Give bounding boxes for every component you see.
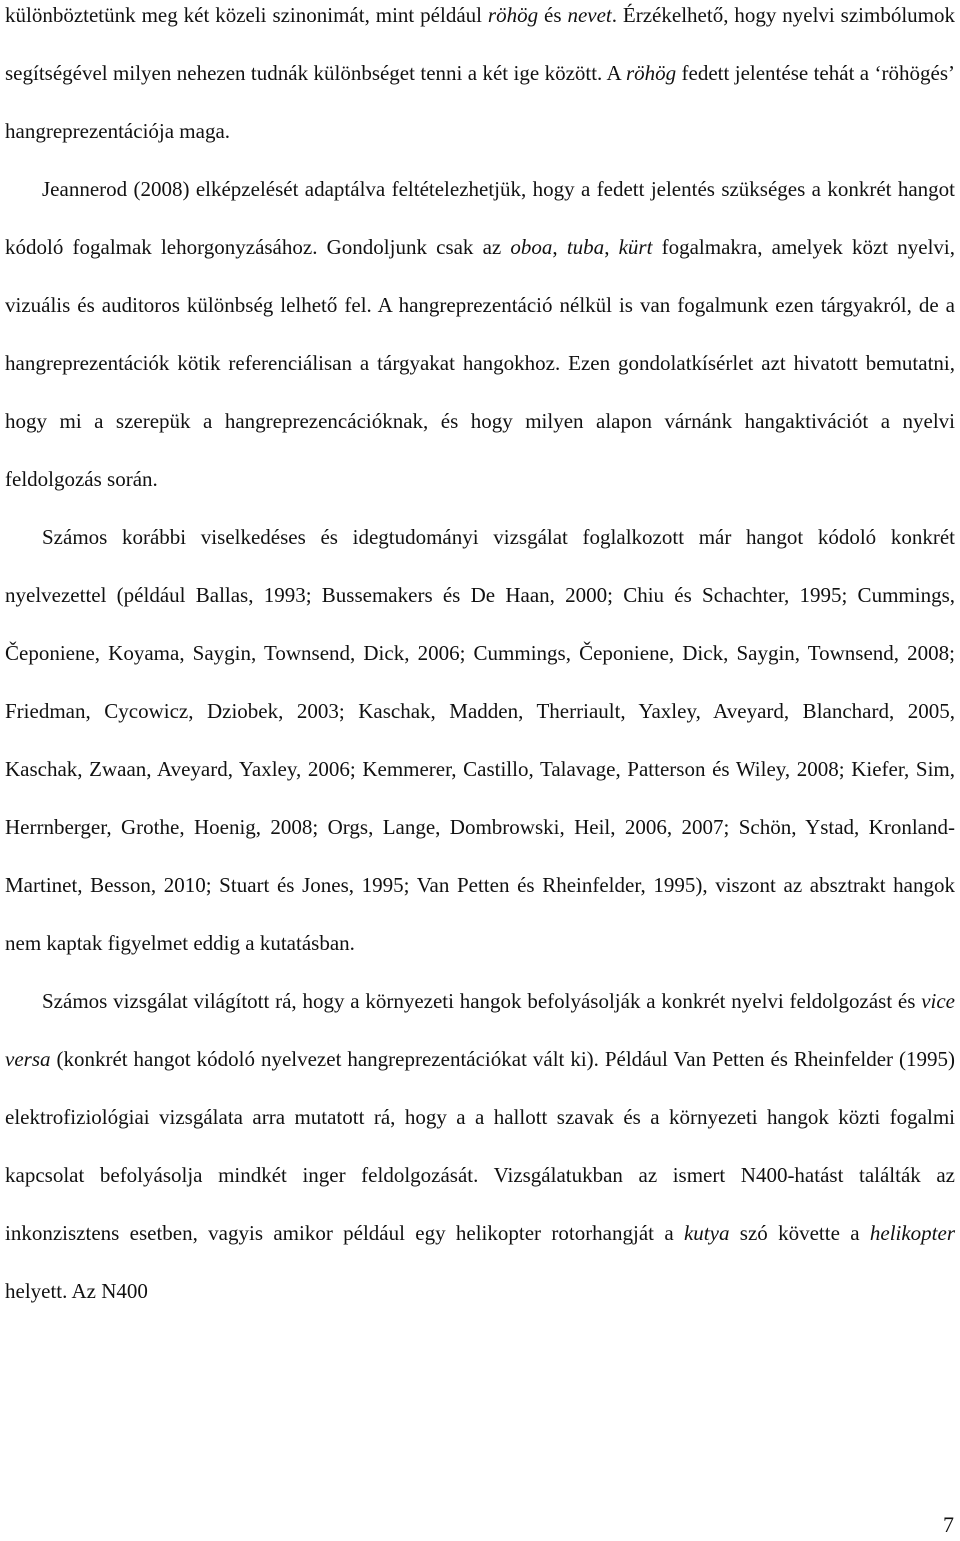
paragraph-2 xyxy=(5,160,955,508)
italic-term: tuba xyxy=(566,235,605,259)
paragraph-3 xyxy=(5,508,955,972)
text-run: Számos vizsgálat világított rá, hogy a környezeti hangok befolyásolják a konkrét nyelvi feldolgozást és xyxy=(42,989,922,1013)
paragraph-1 xyxy=(5,0,955,160)
text-run: helyett. Az N400 xyxy=(5,1279,148,1303)
text-run: fedett jelentése tehát a ‘röhögés’ hangreprezentációja maga. xyxy=(5,61,955,143)
italic-term: nevet xyxy=(567,3,612,27)
italic-term: kutya xyxy=(683,1221,730,1245)
italic-term: oboa xyxy=(510,235,553,259)
text-run: Jeannerod (2008) elképzelését adaptálva feltételezhetjük, hogy a fedett jelentés szükséges a konkrét hangot kódoló fogalmak lehorgonyzásához. Gondoljunk csak az xyxy=(5,177,955,259)
text-run: , xyxy=(604,235,619,259)
body-text xyxy=(5,0,955,1320)
italic-term: helikopter xyxy=(869,1221,956,1245)
paragraph-4 xyxy=(5,972,955,1320)
text-run: különböztetünk meg két közeli szinonimát, mint például xyxy=(5,3,488,27)
page-number: 7 xyxy=(943,1512,954,1537)
text-run: . Érzékelhető, hogy nyelvi szimbólumok segítségével milyen nehezen tudnák különbséget tenni a két ige között. A xyxy=(5,3,956,85)
text-run: fogalmakra, amelyek közt nyelvi, vizuális és auditoros különbség lelhető fel. A hangreprezentáció nélkül is van fogalmunk ezen tárgyakról, de a hangreprezentációk kötik referenciálisan a tárgyakat hangokhoz. Ezen gondolatkísérlet azt hivatott bemutatni, hogy mi a szerepük a hangreprezencációknak, és hogy milyen alapon várnánk hangaktivációt a nyelvi feldolgozás során. xyxy=(5,235,956,491)
italic-term: röhög xyxy=(625,61,677,85)
text-run: és xyxy=(538,3,568,27)
italic-term: vice versa xyxy=(5,989,955,1071)
text-run: Számos korábbi viselkedéses és idegtudományi vizsgálat foglalkozott már hangot kódoló konkrét nyelvezettel (például Ballas, 1993; Bussemakers és De Haan, 2000; Chiu és Schachter, 1995; Cummings, Čeponiene, Koyama, Saygin, Townsend, Dick, 2006; Cummings, Čeponiene, Dick, Saygin, Townsend, 2008; Friedman, Cycowicz, Dziobek, 2003; Kaschak, Madden, Therriault, Yaxley, Aveyard, Blanchard, 2005, Kaschak, Zwaan, Aveyard, Yaxley, 2006; Kemmerer, Castillo, Talavage, Patterson és Wiley, 2008; Kiefer, Sim, Herrnberger, Grothe, Hoenig, 2008; Orgs, Lange, Dombrowski, Heil, 2006, 2007; Schön, Ystad, Kronland-Martinet, Besson, 2010; Stuart és Jones, 1995; Van Petten és Rheinfelder, 1995), viszont az absztrakt hangok nem kaptak figyelmet eddig a kutatásban. xyxy=(5,525,955,955)
italic-term: röhög xyxy=(487,3,539,27)
text-run: , xyxy=(552,235,567,259)
italic-term: kürt xyxy=(618,235,653,259)
text-run: (konkrét hangot kódoló nyelvezet hangreprezentációkat vált ki). Például Van Petten és Rheinfelder (1995) elektrofiziológiai vizsgálata arra mutatott rá, hogy a a hallott szavak és a környezeti hangok közti fogalmi kapcsolat befolyásolja mindkét inger feldolgozását. Vizsgálatukban az ismert N400-hatást találták az inkonzisztens esetben, vagyis amikor például egy helikopter rotorhangját a xyxy=(5,1047,955,1245)
text-run: szó követte a xyxy=(729,1221,870,1245)
